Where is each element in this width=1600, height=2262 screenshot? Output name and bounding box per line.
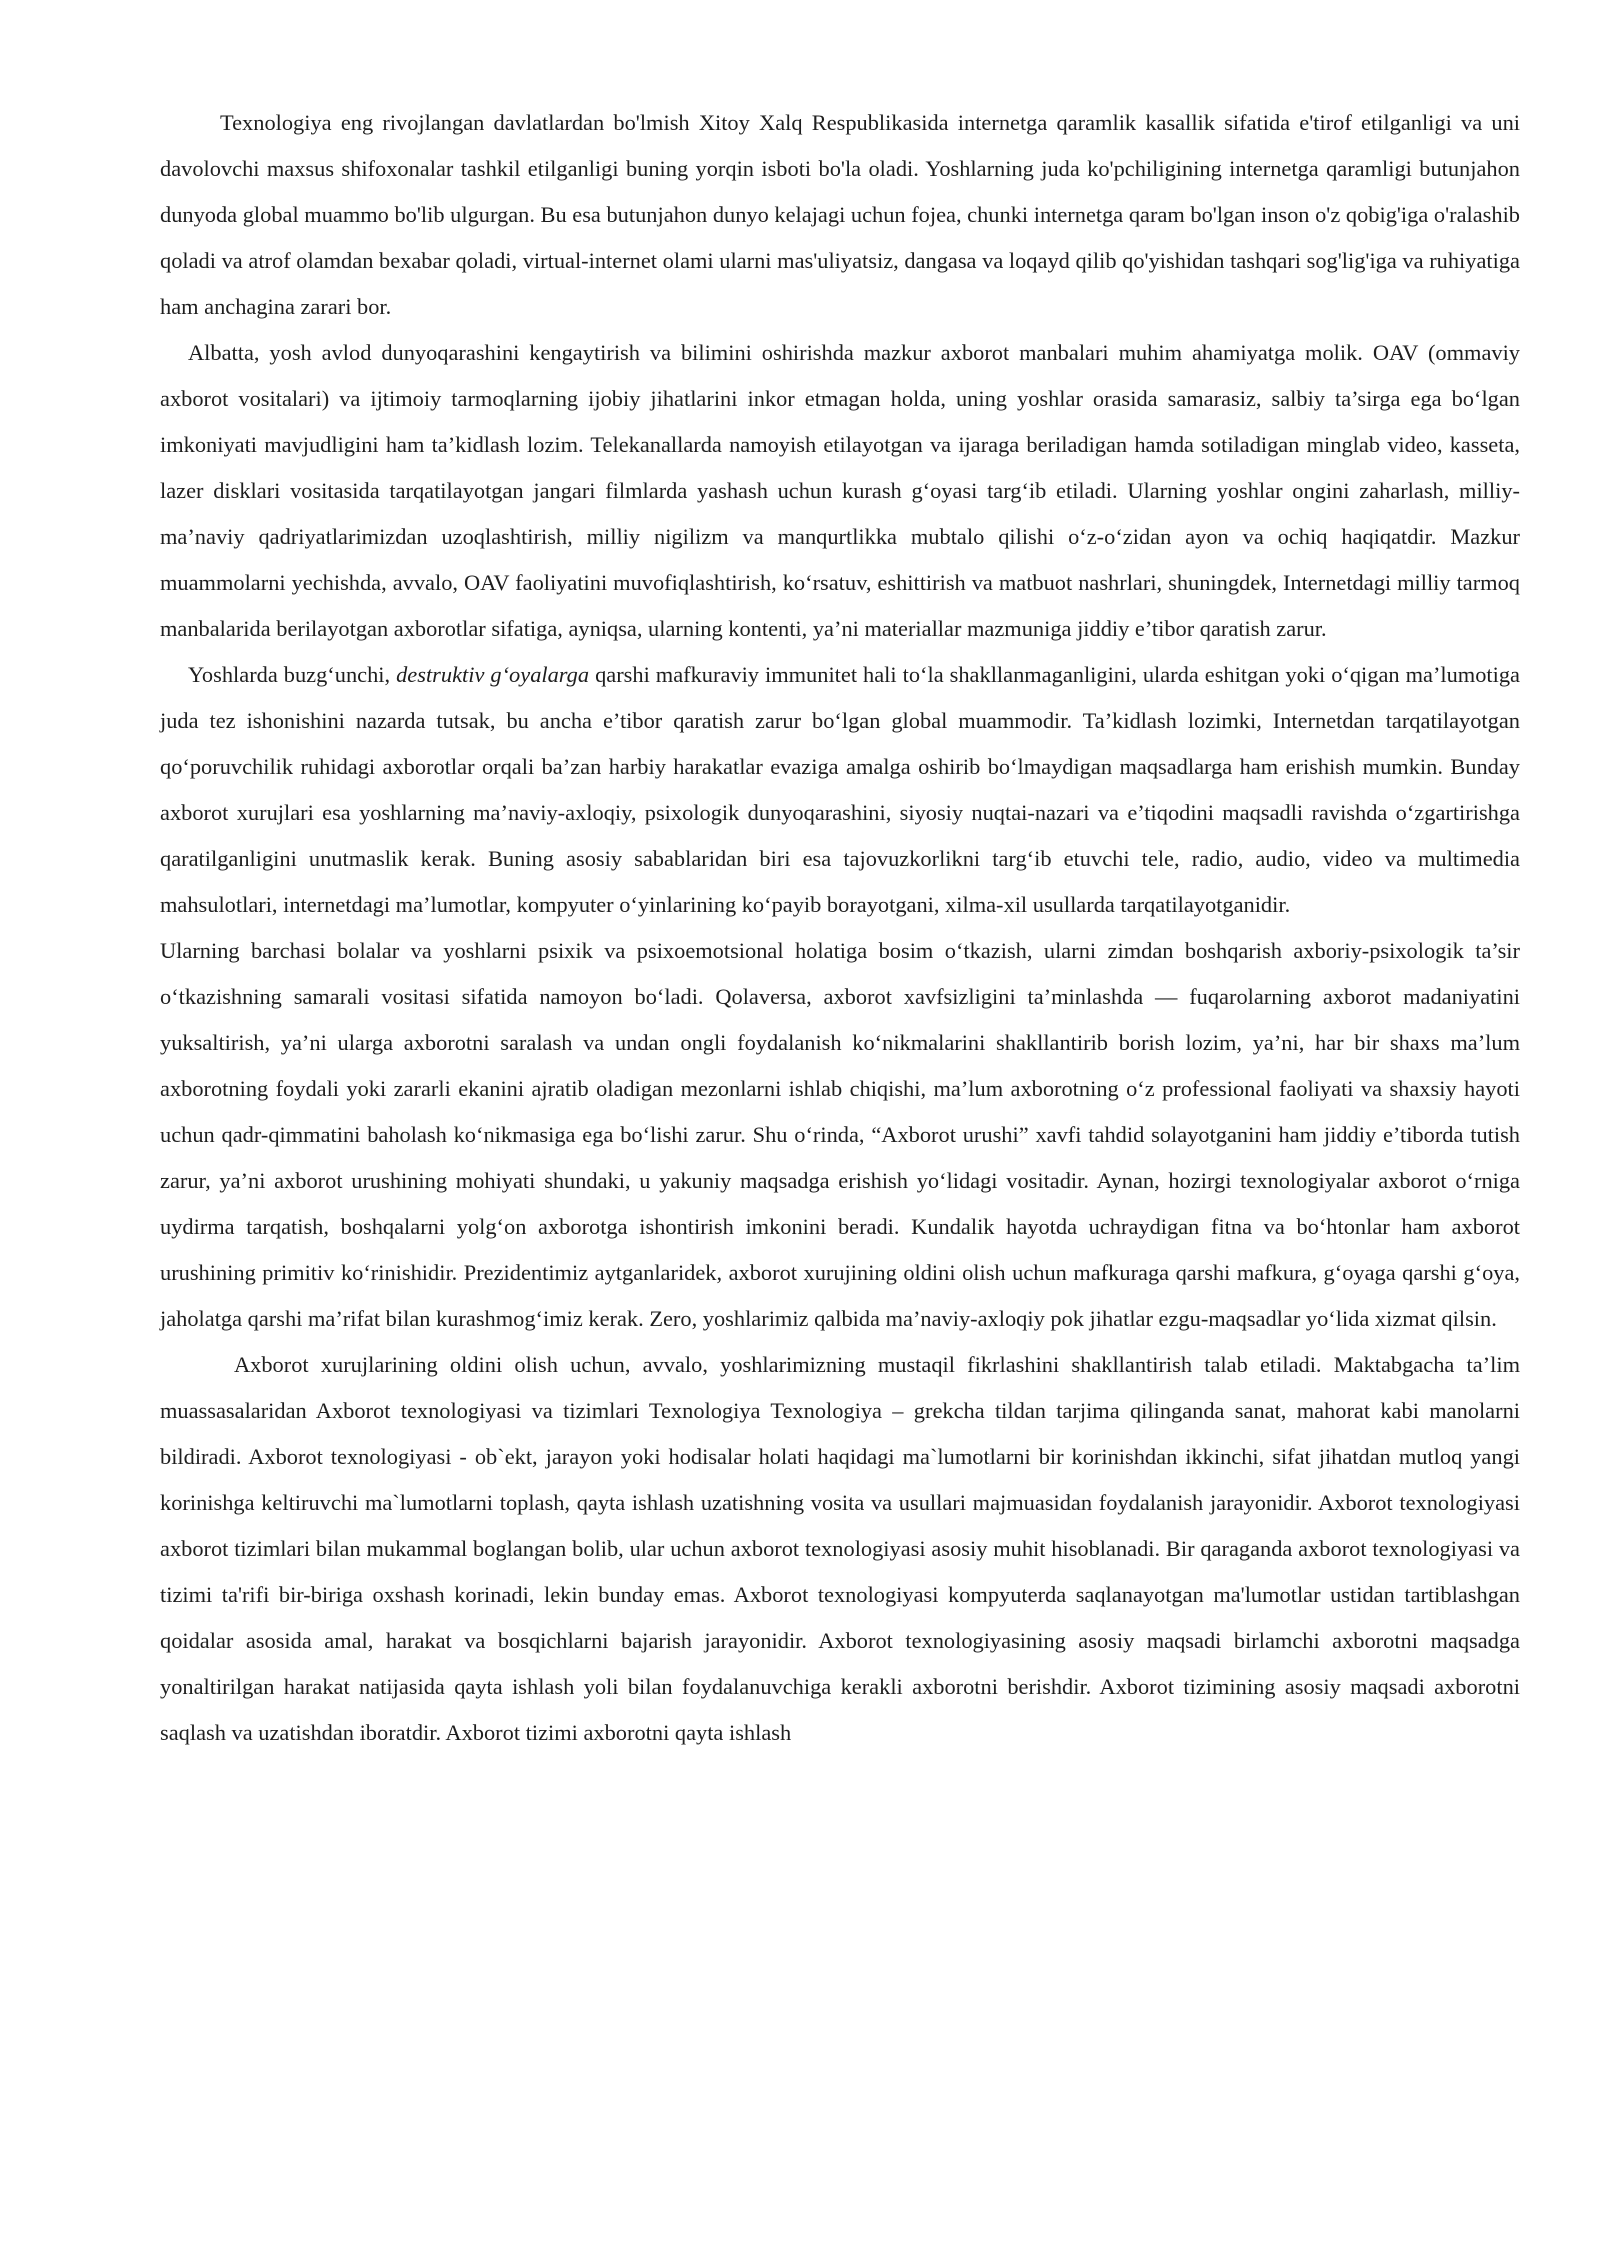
document-body — [160, 100, 1520, 1756]
paragraph-information-technology: Axborot xurujlarining oldini olish uchun, avvalo, yoshlarimizning mustaqil fikrlashini shakllantirish talab etiladi. Maktabgacha ta’lim muassasalaridan Axborot texnologiyasi va tizimlari Texnologiya Texnologiya – grekcha tildan tarjima qilinganda sanat, mahorat kabi manolarni bildiradi. Axborot texnologiyasi - ob`ekt, jarayon yoki hodisalar holati haqidagi ma`lumotlarni bir korinishdan ikkinchi, sifat jihatdan mutloq yangi korinishga keltiruvchi ma`lumotlarni toplash, qayta ishlash uzatishning vosita va usullari majmuasidan foydalanish jarayonidir. Axborot texnologiyasi axborot tizimlari bilan mukammal boglangan bolib, ular uchun axborot texnologiyasi asosiy muhit hisoblanadi. Bir qaraganda axborot texnologiyasi va tizimi ta'rifi bir-biriga oxshash korinadi, lekin bunday emas. Axborot texnologiyasi kompyuterda saqlanayotgan ma'lumotlar ustidan tartiblashgan qoidalar asosida amal, harakat va bosqichlarni bajarish jarayonidir. Axborot texnologiyasining asosiy maqsadi birlamchi axborotni maqsadga yonaltirilgan harakat natijasida qayta ishlash yoli bilan foydalanuvchiga kerakli axborotni berishdir. Axborot tizimining asosiy maqsadi axborotni saqlash va uzatishdan iboratdir. Axborot tizimi axborotni qayta ishlash — [160, 1352, 1520, 1745]
paragraph-media-influence: Albatta, yosh avlod dunyoqarashini kengaytirish va bilimini oshirishda mazkur axborot manbalari muhim ahamiyatga molik. OAV (ommaviy axborot vositalari) va ijtimoiy tarmoqlarning ijobiy jihatlarini inkor etmagan holda, uning yoshlar orasida samarasiz, salbiy ta’sirga ega bo‘lgan imkoniyati mavjudligini ham ta’kidlash lozim. Telekanallarda namoyish etilayotgan va ijaraga beriladigan hamda sotiladigan minglab video, kasseta, lazer disklari vositasida tarqatilayotgan jangari filmlarda yashash uchun kurash g‘oyasi targ‘ib etiladi. Ularning yoshlar ongini zaharlash, milliy-ma’naviy qadriyatlarimizdan uzoqlashtirish, milliy nigilizm va manqurtlikka mubtalo qilishi o‘z-o‘zidan ayon va ochiq haqiqatdir. Mazkur muammolarni yechishda, avvalo, OAV faoliyatini muvofiqlashtirish, ko‘rsatuv, eshittirish va matbuot nashrlari, shuningdek, Internetdagi milliy tarmoq manbalarida berilayotgan axborotlar sifatiga, ayniqsa, ularning kontenti, ya’ni materiallar mazmuniga jiddiy e’tibor qaratish zarur. — [160, 340, 1520, 641]
paragraph-internet-addiction: Texnologiya eng rivojlangan davlatlardan bo'lmish Xitoy Xalq Respublikasida internetga qaramlik kasallik sifatida e'tirof etilganligi va uni davolovchi maxsus shifoxonalar tashkil etilganligi buning yorqin isboti bo'la oladi. Yoshlarning juda ko'pchiligining internetga qaramligi butunjahon dunyoda global muammo bo'lib ulgurgan. Bu esa butunjahon dunyo kelajagi uchun fojea, chunki internetga qaram bo'lgan inson o'z qobig'iga o'ralashib qoladi va atrof olamdan bexabar qoladi, virtual-internet olami ularni mas'uliyatsiz, dangasa va loqayd qilib qo'yishidan tashqari sog'lig'iga va ruhiyatiga ham anchagina zarari bor. — [160, 110, 1520, 319]
paragraph-destructive-ideas-lead: Yoshlarda buzg‘unchi, — [188, 662, 397, 687]
paragraph-destructive-ideas-emphasis: destruktiv g‘oyalarga — [396, 662, 590, 687]
paragraph-destructive-ideas — [160, 652, 1520, 928]
paragraph-information-war: Ularning barchasi bolalar va yoshlarni psixik va psixoemotsional holatiga bosim o‘tkazish, ularni zimdan boshqarish axboriy-psixologik ta’sir o‘tkazishning samarali vositasi sifatida namoyon bo‘ladi. Qolaversa, axborot xavfsizligini ta’minlashda — fuqarolarning axborot madaniyatini yuksaltirish, ya’ni ularga axborotni saralash va undan ongli foydalanish ko‘nikmalarini shakllantirib borish lozim, ya’ni, har bir shaxs ma’lum axborotning foydali yoki zararli ekanini ajratib oladigan mezonlarni ishlab chiqishi, ma’lum axborotning o‘z professional faoliyati va shaxsiy hayoti uchun qadr-qimmatini baholash ko‘nikmasiga ega bo‘lishi zarur. Shu o‘rinda, “Axborot urushi” xavfi tahdid solayotganini ham jiddiy e’tiborda tutish zarur, ya’ni axborot urushining mohiyati shundaki, u yakuniy maqsadga erishish yo‘lidagi vositadir. Aynan, hozirgi texnologiyalar axborot o‘rniga uydirma tarqatish, boshqalarni yolg‘on axborotga ishontirish imkonini beradi. Kundalik hayotda uchraydigan fitna va bo‘htonlar ham axborot urushining primitiv ko‘rinishidir. Prezidentimiz aytganlaridek, axborot xurujining oldini olish uchun mafkuraga qarshi mafkura, g‘oyaga qarshi g‘oya, jaholatga qarshi ma’rifat bilan kurashmog‘imiz kerak. Zero, yoshlarimiz qalbida ma’naviy-axloqiy pok jihatlar ezgu-maqsadlar yo‘lida xizmat qilsin. — [160, 938, 1520, 1331]
paragraph-destructive-ideas-rest: qarshi mafkuraviy immunitet hali to‘la shakllanmaganligini, ularda eshitgan yoki o‘qigan ma’lumotiga juda tez ishonishini nazarda tutsak, bu ancha e’tibor qaratish zarur bo‘lgan global muammodir. Ta’kidlash lozimki, Internetdan tarqatilayotgan qo‘poruvchilik ruhidagi axborotlar orqali ba’zan harbiy harakatlar evaziga amalga oshirib bo‘lmaydigan maqsadlarga ham erishish mumkin. Bunday axborot xurujlari esa yoshlarning ma’naviy-axloqiy, psixologik dunyoqarashini, siyosiy nuqtai-nazari va e’tiqodini maqsadli ravishda o‘zgartirishga qaratilganligini unutmaslik kerak. Buning asosiy sabablaridan biri esa tajovuzkorlikni targ‘ib etuvchi tele, radio, audio, video va multimedia mahsulotlari, internetdagi ma’lumotlar, kompyuter o‘yinlarining ko‘payib borayotgani, xilma-xil usullarda tarqatilayotganidir. — [160, 662, 1520, 917]
